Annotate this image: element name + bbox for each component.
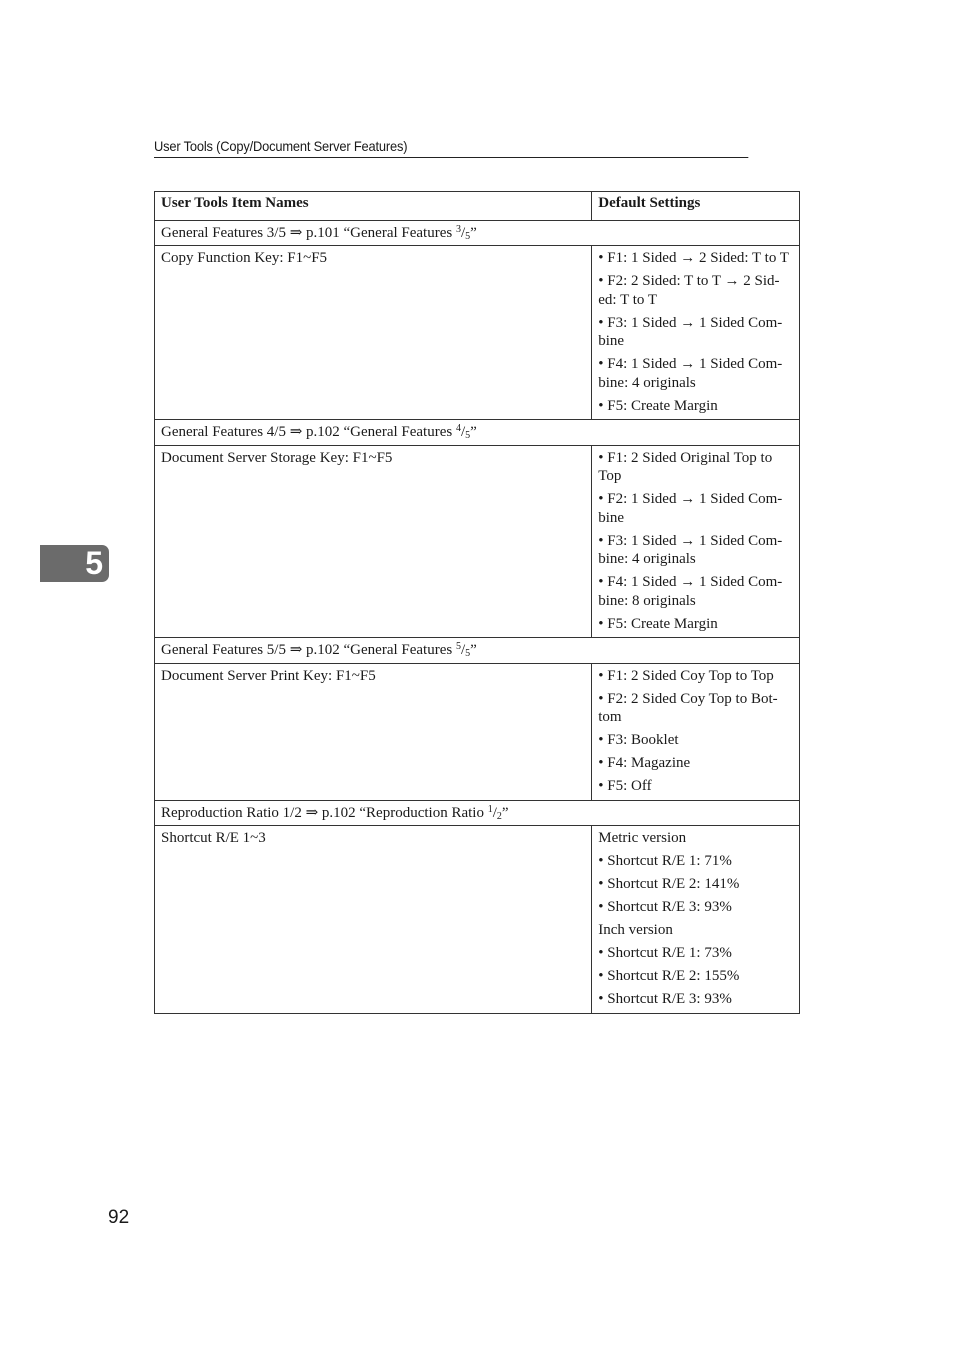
default-settings-cell xyxy=(592,826,800,1014)
list-item: • F5: Create Margin xyxy=(598,397,718,414)
fraction-denominator: 2 xyxy=(496,810,502,822)
running-header-title: User Tools (Copy/Document Server Features) xyxy=(154,138,408,154)
fraction-numerator: 5 xyxy=(455,641,461,652)
list-item: • F1: 2 Sided Coy Top to Top xyxy=(598,667,774,684)
table-row xyxy=(155,445,800,638)
list-item: • F2: 2 Sided: T to T → 2 Sid-ed: T to T xyxy=(598,273,780,308)
default-settings-cell xyxy=(592,663,800,800)
list-item: • F5: Off xyxy=(598,778,652,794)
section-title: General Features 4/5 ⇒ p.102 “General Features $^4/_5$” xyxy=(155,420,800,446)
fraction-denominator: 5 xyxy=(465,230,471,242)
list-item: • Shortcut R/E 1: 73% xyxy=(598,945,732,961)
list-item: • F1: 2 Sided Original Top to Top xyxy=(598,449,773,484)
column-header-item-names: User Tools Item Names xyxy=(155,192,592,221)
list-item: • F3: 1 Sided → 1 Sided Com-bine: 4 originals xyxy=(598,532,783,567)
item-name-cell: Document Server Print Key: F1~F5 xyxy=(155,663,592,800)
table-header-row xyxy=(155,192,800,221)
list-item: • F4: 1 Sided → 1 Sided Com-bine: 4 originals xyxy=(598,356,783,391)
chapter-tab xyxy=(40,545,109,582)
metric-defaults-list xyxy=(598,852,793,917)
list-item: • F5: Create Margin xyxy=(598,615,718,632)
list-item: • F2: 1 Sided → 1 Sided Com-bine xyxy=(598,491,783,526)
default-settings-list xyxy=(598,249,793,415)
fraction-numerator: 3 xyxy=(455,223,461,235)
table-row xyxy=(155,826,800,1014)
item-name-cell: Copy Function Key: F1~F5 xyxy=(155,246,592,420)
section-title-close-quote: ” xyxy=(470,424,477,440)
table-row xyxy=(155,246,800,420)
fraction-denominator: 5 xyxy=(465,648,471,659)
section-title-close-quote: ” xyxy=(470,642,477,658)
section-title-text: Reproduction Ratio 1/2 ⇒ p.102 “Reproduction Ratio xyxy=(161,804,488,821)
inch-defaults-list xyxy=(598,944,793,1009)
section-title-text: General Features 5/5 ⇒ p.102 “General Features xyxy=(161,642,456,658)
section-row xyxy=(155,420,800,446)
default-settings-cell xyxy=(592,445,800,638)
list-item: • F1: 1 Sided → 2 Sided: T to T xyxy=(598,250,789,266)
section-title: General Features 3/5 ⇒ p.101 “General Features $^3/_5$” xyxy=(155,220,800,246)
table-row xyxy=(155,663,800,800)
list-item: • Shortcut R/E 3: 93% xyxy=(598,991,732,1007)
section-row xyxy=(155,800,800,826)
list-item: • Shortcut R/E 1: 71% xyxy=(598,853,732,869)
user-tools-settings-table xyxy=(154,191,800,1014)
list-item: • F4: Magazine xyxy=(598,755,691,771)
fraction-numerator: 1 xyxy=(487,803,493,815)
column-header-default-settings: Default Settings xyxy=(592,192,800,221)
fraction-denominator: 5 xyxy=(465,430,471,441)
inch-version-label: Inch version xyxy=(598,922,673,938)
list-item: • F3: 1 Sided → 1 Sided Com-bine xyxy=(598,314,783,349)
section-row xyxy=(155,638,800,664)
item-name-cell: Shortcut R/E 1~3 xyxy=(155,826,592,1014)
default-settings-cell xyxy=(592,246,800,420)
section-title-text: General Features 4/5 ⇒ p.102 “General Features xyxy=(161,424,456,440)
list-item: • F3: Booklet xyxy=(598,732,679,748)
metric-version-label: Metric version xyxy=(598,830,687,846)
list-item: • F4: 1 Sided → 1 Sided Com-bine: 8 originals xyxy=(598,574,783,609)
section-title-text: General Features 3/5 ⇒ p.101 “General Features xyxy=(161,224,456,241)
item-name-cell: Document Server Storage Key: F1~F5 xyxy=(155,445,592,638)
section-title-close-quote: ” xyxy=(501,804,509,821)
list-item: • F2: 2 Sided Coy Top to Bot-tom xyxy=(598,690,778,725)
list-item: • Shortcut R/E 2: 155% xyxy=(598,968,740,984)
list-item: • Shortcut R/E 3: 93% xyxy=(598,899,732,915)
default-settings-list xyxy=(598,449,793,634)
section-row xyxy=(155,220,800,246)
fraction-numerator: 4 xyxy=(455,423,461,434)
running-header xyxy=(154,138,748,158)
list-item: • Shortcut R/E 2: 141% xyxy=(598,876,740,892)
page-number: 92 xyxy=(108,1207,130,1228)
chapter-number: 5 xyxy=(85,545,103,581)
section-title-close-quote: ” xyxy=(470,224,477,241)
section-title: General Features 5/5 ⇒ p.102 “General Features $^5/_5$” xyxy=(155,638,800,664)
default-settings-list xyxy=(598,667,793,796)
section-title: Reproduction Ratio 1/2 ⇒ p.102 “Reproduction Ratio $^1/_2$” xyxy=(155,800,800,826)
